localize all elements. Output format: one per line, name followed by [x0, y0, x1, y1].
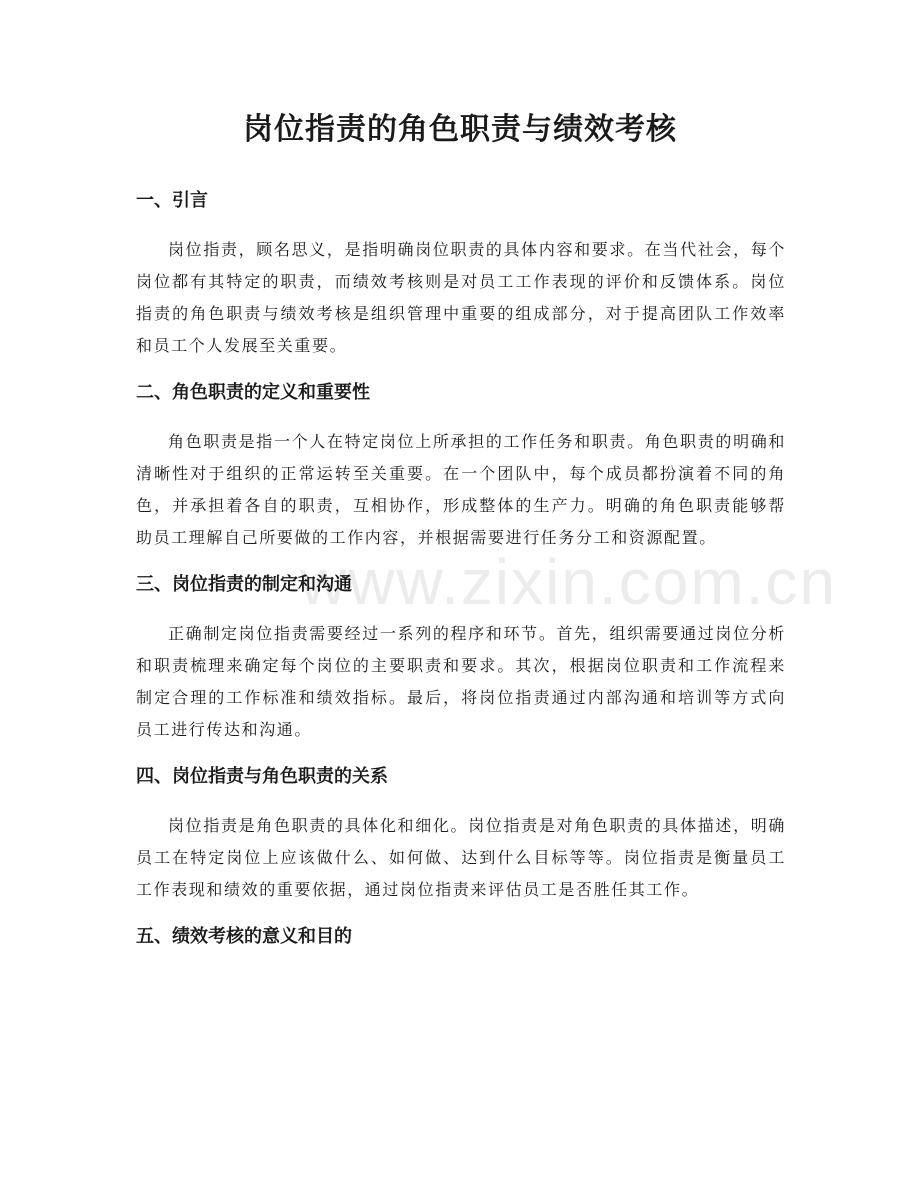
section-heading: 二、角色职责的定义和重要性 — [136, 382, 370, 403]
section-role-duties-definition — [136, 376, 786, 554]
section-paragraph: 岗位指责是角色职责的具体化和细化。岗位指责是对角色职责的具体描述，明确员工在特定岗位上应该做什么、如何做、达到什么目标等等。岗位指责是衡量员工工作表现和绩效的重要依据，通过岗位指责来评估员工是否胜任其工作。 — [136, 816, 786, 899]
section-duties-relationship — [136, 760, 786, 906]
section-job-duties-formulation — [136, 568, 786, 746]
document-title: 岗位指责的角色职责与绩效考核 — [243, 112, 677, 147]
section-paragraph: 角色职责是指一个人在特定岗位上所承担的工作任务和职责。角色职责的明确和清晰性对于组织的正常运转至关重要。在一个团队中，每个成员都扮演着不同的角色，并承担着各自的职责，互相协作，形成整体的生产力。明确的角色职责能够帮助员工理解自己所要做的工作内容，并根据需要进行任务分工和资源配置。 — [136, 432, 786, 547]
section-paragraph: 岗位指责，顾名思义，是指明确岗位职责的具体内容和要求。在当代社会，每个岗位都有其特定的职责，而绩效考核则是对员工工作表现的评价和反馈体系。岗位指责的角色职责与绩效考核是组织管理中重要的组成部分，对于提高团队工作效率和员工个人发展至关重要。 — [136, 240, 786, 355]
section-heading: 三、岗位指责的制定和沟通 — [136, 574, 352, 595]
section-performance-review-purpose — [136, 920, 786, 954]
section-heading: 四、岗位指责与角色职责的关系 — [136, 766, 388, 787]
watermark: www.zixin.com.cn — [300, 546, 837, 618]
section-introduction — [136, 184, 786, 362]
document-body — [136, 184, 786, 970]
section-heading: 五、绩效考核的意义和目的 — [136, 926, 352, 947]
section-heading: 一、引言 — [136, 190, 208, 211]
section-paragraph: 正确制定岗位指责需要经过一系列的程序和环节。首先，组织需要通过岗位分析和职责梳理来确定每个岗位的主要职责和要求。其次，根据岗位职责和工作流程来制定合理的工作标准和绩效指标。最后，将岗位指责通过内部沟通和培训等方式向员工进行传达和沟通。 — [136, 624, 786, 739]
